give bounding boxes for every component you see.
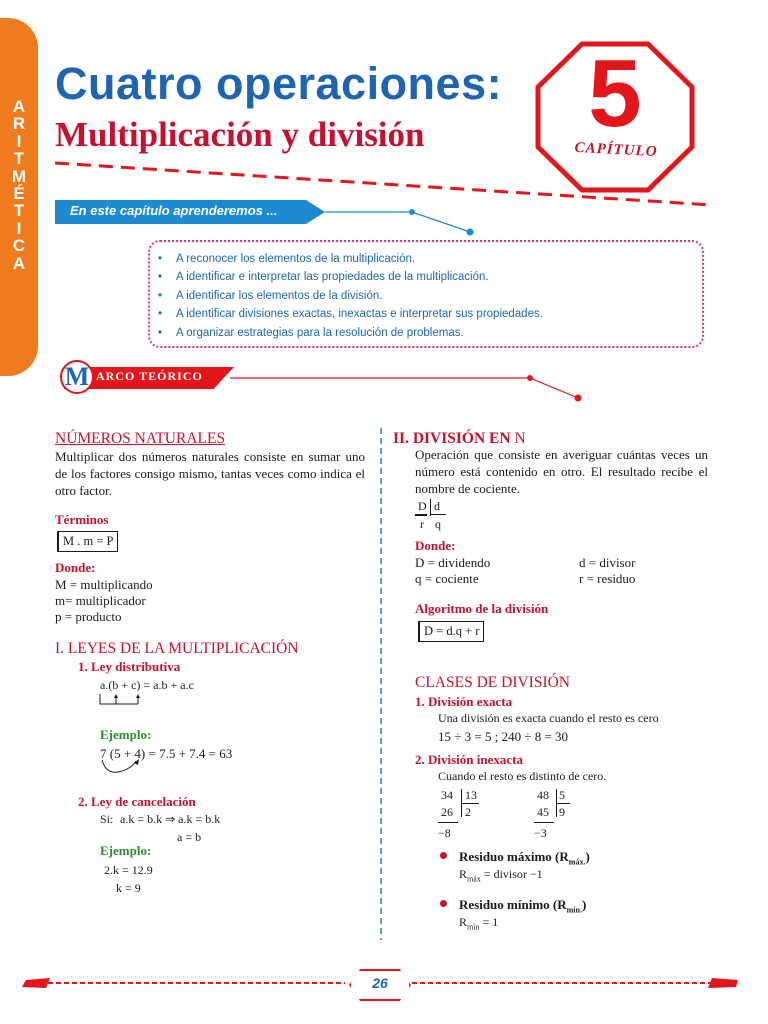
residuo-min-formula <box>459 914 498 935</box>
residuo-min-sub: mín. <box>566 905 582 915</box>
side-letter: A <box>12 97 26 116</box>
exacta-example: 15 ÷ 3 = 5 ; 240 ÷ 8 = 30 <box>438 729 569 744</box>
objectives-list <box>156 250 696 342</box>
side-letter: T <box>13 201 25 221</box>
ex1-product: 26 <box>441 805 453 819</box>
donde-item: M = multiplicando <box>55 577 153 592</box>
ex2-product: 45 <box>537 805 549 819</box>
ejemplo-label-2: Ejemplo: <box>100 843 152 858</box>
bullet-icon <box>440 852 447 859</box>
donde-label-right: Donde: <box>415 538 456 553</box>
algoritmo-formula: D = d.q + r <box>418 621 484 642</box>
inexacta-title: 2. División inexacta <box>415 752 523 767</box>
chapter-label: CAPÍTULO <box>574 139 658 161</box>
objectives-ribbon-label: En este capítulo aprenderemos ... <box>70 203 278 218</box>
ex1-residue: −8 <box>438 826 451 840</box>
side-letter: I <box>16 218 22 238</box>
donde-label-left: Donde: <box>55 560 96 575</box>
division-scheme <box>415 498 455 532</box>
clases-heading: CLASES DE DIVISIÓN <box>415 674 570 691</box>
side-letter: É <box>13 184 25 204</box>
marco-label: ARCO TEÓRICO <box>96 369 203 383</box>
ley2-formula: a.k = b.k ⇒ a.k = b.k <box>120 812 221 826</box>
ex1-quotient: 2 <box>465 805 471 819</box>
residuo-max-r: R <box>459 867 468 881</box>
residuo-max-formula <box>459 866 543 887</box>
chapter-number: 5 <box>588 40 642 147</box>
donde-item: p = producto <box>55 609 122 624</box>
ex2-dividend: 48 <box>537 788 549 802</box>
ex1-divisor: 13 <box>465 788 477 802</box>
residuo-min-r-sub: mín <box>467 922 480 932</box>
ley1-example: 7 (5 + 4) = 7.5 + 7.4 = 63 <box>100 746 233 761</box>
inexacta-text: Cuando el resto es distinto de cero. <box>438 769 607 783</box>
residuo-max-label: Residuo máximo (R <box>459 849 569 864</box>
marco-initial: M <box>60 360 94 394</box>
ex2-residue: −3 <box>534 826 547 840</box>
side-letter: R <box>12 114 26 134</box>
objective-item: • A identificar los elementos de la división. <box>156 287 696 305</box>
residuo-min-value: = 1 <box>479 915 499 929</box>
side-letter: C <box>12 236 26 256</box>
division-text: Operación que consiste en averiguar cuántas veces un número está contenido en otro. El resultado recibe el nombre de cociente. <box>415 447 708 496</box>
donde-right-item: d = divisor <box>579 555 636 570</box>
side-letter: A <box>12 253 26 273</box>
donde-right-item: q = cociente <box>415 571 479 586</box>
page-subtitle: Multiplicación y división <box>55 115 425 154</box>
objective-item: • A reconocer los elementos de la multiplicación. <box>156 250 696 268</box>
donde-right-item: D = dividendo <box>415 555 491 570</box>
distributive-arrow-icon <box>98 692 148 708</box>
residuo-min-label: Residuo mínimo (R <box>459 897 567 912</box>
inexacta-example-2 <box>534 787 584 843</box>
ley2-result: a = b <box>177 830 202 844</box>
division-heading-text: II. DIVISIÓN EN <box>393 430 511 447</box>
algoritmo-label: Algoritmo de la división <box>415 601 549 616</box>
exacta-text: Una división es exacta cuando el resto es cero <box>438 711 659 725</box>
objective-item: • A organizar estrategias para la resolución de problemas. <box>156 324 696 342</box>
residuo-max-value: = divisor −1 <box>480 867 543 881</box>
terminos-formula: M . m = P <box>57 531 118 552</box>
objective-item: • A identificar divisiones exactas, inexactas e interpretar sus propiedades. <box>156 305 696 323</box>
scheme-residue: r <box>420 517 424 531</box>
scheme-quotient: q <box>435 517 441 531</box>
terminos-label: Términos <box>55 512 109 527</box>
ex2-divisor: 5 <box>559 788 565 802</box>
objective-item: • A identificar e interpretar las propiedades de la multiplicación. <box>156 268 696 286</box>
ley1-formula: a.(b + c) = a.b + a.c <box>100 678 194 692</box>
naturales-text: Multiplicar dos números naturales consiste en sumar uno de los factores consigo mismo, tantas veces como indica el otro factor. <box>55 449 365 498</box>
residuo-max-r-sub: máx <box>467 874 481 884</box>
ejemplo-label: Ejemplo: <box>100 727 152 742</box>
exacta-title: 1. División exacta <box>415 694 513 709</box>
ex2-quotient: 9 <box>559 805 565 819</box>
inexacta-example-1 <box>438 787 488 843</box>
residuo-max-sub: máx. <box>568 857 586 867</box>
example-arc-icon <box>96 758 156 776</box>
page-title: Cuatro operaciones: <box>55 58 503 109</box>
naturales-heading: NÚMEROS NATURALES <box>55 430 226 447</box>
ley2-title: 2. Ley de cancelación <box>78 794 196 809</box>
page-number: 26 <box>372 975 388 991</box>
side-letter: M <box>11 166 27 186</box>
residuo-min-title: Residuo mínimo $(R_{mín.})$ <box>459 897 587 915</box>
chapter-badge <box>530 38 700 198</box>
donde-item: m= multiplicador <box>55 593 146 608</box>
ley2-example-result: k = 9 <box>116 881 141 895</box>
bullet-icon <box>440 900 447 907</box>
ley1-title: 1. Ley distributiva <box>78 659 181 674</box>
residuo-max-title: Residuo máximo $(R_{máx.})$ <box>459 849 590 867</box>
residuo-min-r: R <box>459 915 468 929</box>
ley2-example: 2.k = 12.9 <box>104 863 153 877</box>
ex1-dividend: 34 <box>441 788 453 802</box>
side-letter: T <box>13 149 25 169</box>
donde-right-item: r = residuo <box>579 571 636 586</box>
ley2-si: Si: <box>100 812 114 826</box>
side-letter: I <box>16 131 22 151</box>
scheme-dividend: D <box>418 499 427 513</box>
natural-set-symbol: N <box>514 430 526 447</box>
leyes-heading: I. LEYES DE LA MULTIPLICACIÓN <box>55 640 299 657</box>
scheme-divisor: d <box>434 499 440 513</box>
